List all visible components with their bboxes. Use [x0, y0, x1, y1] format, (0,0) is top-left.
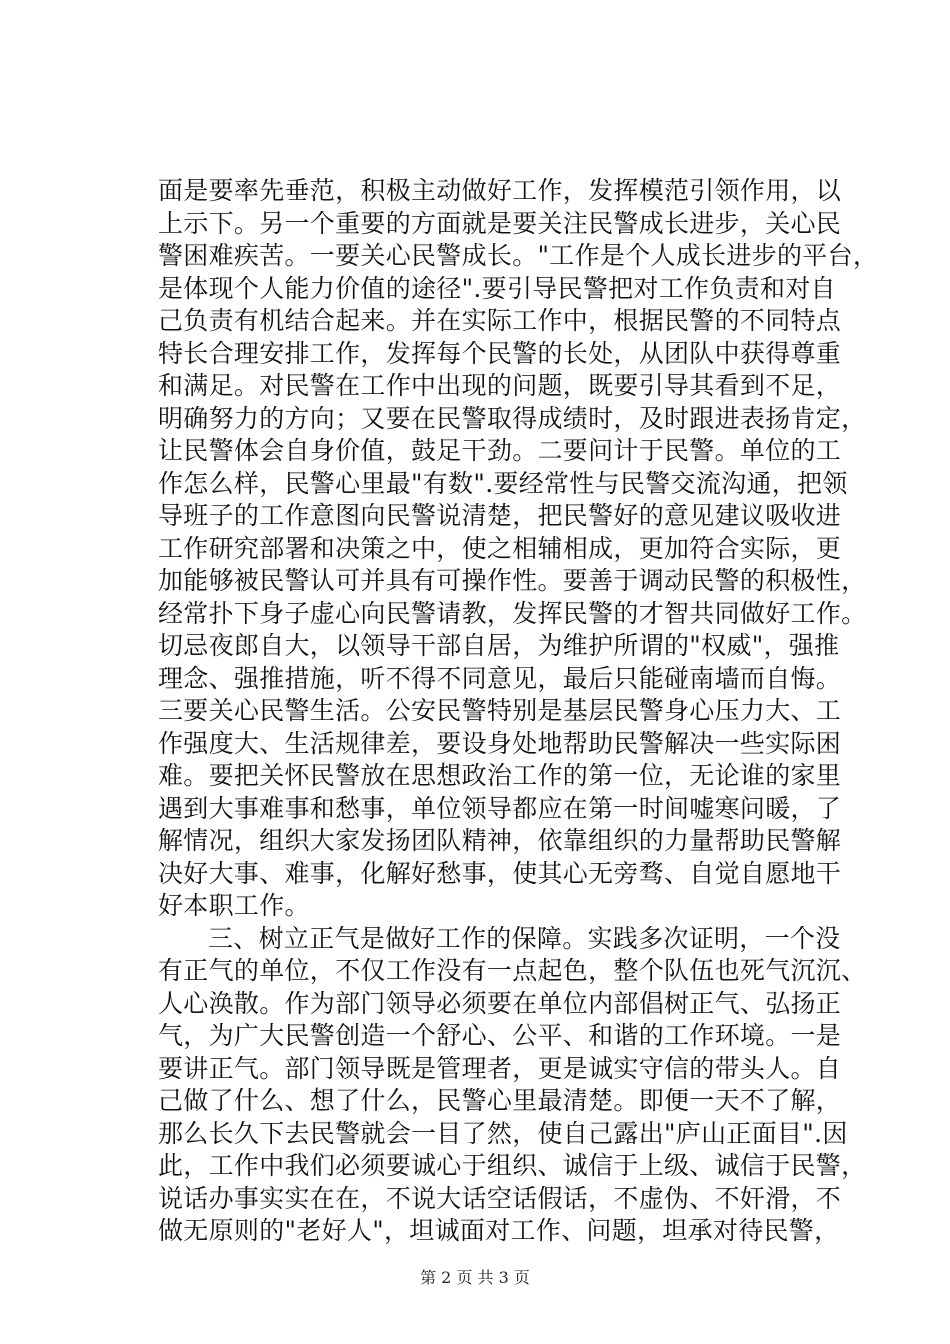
text-line: 此，工作中我们必须要诚心于组织、诚信于上级、诚信于民警，	[158, 1151, 867, 1180]
text-line: 气，为广大民警创造一个舒心、公平、和谐的工作环境。一是	[158, 1021, 842, 1050]
text-line: 特长合理安排工作，发挥每个民警的长处，从团队中获得尊重	[158, 338, 842, 368]
page-number-footer: 第 2 页 共 3 页	[420, 1268, 530, 1287]
text-line: 上示下。另一个重要的方面就是要关注民警成长进步，关心民	[158, 208, 842, 238]
text-line: 要讲正气。部门领导既是管理者，更是诚实守信的带头人。自	[158, 1053, 842, 1083]
text-line: 和满足。对民警在工作中出现的问题，既要引导其看到不足，	[158, 371, 842, 400]
text-line: 切忌夜郎自大，以领导干部自居，为维护所谓的"权威"，强推	[158, 631, 840, 660]
text-line: 人心涣散。作为部门领导必须要在单位内部倡树正气、弘扬正	[158, 988, 842, 1018]
text-line: 作强度大、生活规律差，要设身处地帮助民警解决一些实际困	[158, 728, 842, 758]
text-line: 导班子的工作意图向民警说清楚，把民警好的意见建议吸收进	[158, 501, 842, 530]
text-line: 加能够被民警认可并具有可操作性。要善于调动民警的积极性，	[158, 566, 867, 595]
text-line: 警困难疾苦。一要关心民警成长。"工作是个人成长进步的平台，	[158, 241, 879, 270]
text-line: 解情况，组织大家发扬团队精神，依靠组织的力量帮助民警解	[158, 826, 842, 855]
text-line: 那么长久下去民警就会一目了然，使自己露出"庐山正面目".因	[158, 1118, 848, 1148]
text-line: 作怎么样，民警心里最"有数".要经常性与民警交流沟通，把领	[158, 468, 848, 498]
text-line: 决好大事、难事，化解好愁事，使其心无旁骛、自觉自愿地干	[158, 858, 842, 888]
text-line: 好本职工作。	[158, 891, 310, 920]
text-line: 面是要率先垂范，积极主动做好工作，发挥模范引领作用，以	[158, 176, 842, 205]
text-line: 遇到大事难事和愁事，单位领导都应在第一时间嘘寒问暖，了	[158, 793, 842, 823]
text-line: 明确努力的方向；又要在民警取得成绩时，及时跟进表扬肯定，	[158, 403, 867, 433]
body-text	[158, 175, 879, 1248]
section-heading-line: 三、树立正气是做好工作的保障。实践多次证明，一个没	[208, 923, 841, 953]
text-line: 让民警体会自身价值，鼓足干劲。二要问计于民警。单位的工	[158, 436, 842, 465]
text-line: 做无原则的"老好人"，坦诚面对工作、问题，坦承对待民警，	[158, 1216, 840, 1245]
text-line: 经常扑下身子虚心向民警请教，发挥民警的才智共同做好工作。	[158, 598, 867, 628]
text-line: 说话办事实实在在，不说大话空话假话，不虚伪、不奸滑，不	[158, 1183, 842, 1213]
text-line: 难。要把关怀民警放在思想政治工作的第一位，无论谁的家里	[158, 761, 842, 790]
text-line: 己做了什么、想了什么，民警心里最清楚。即便一天不了解，	[158, 1086, 842, 1115]
text-line: 工作研究部署和决策之中，使之相辅相成，更加符合实际，更	[158, 533, 842, 563]
text-line: 理念、强推措施，听不得不同意见，最后只能碰南墙而自悔。	[158, 663, 842, 693]
text-line: 是体现个人能力价值的途径".要引导民警把对工作负责和对自	[158, 273, 836, 303]
text-line: 有正气的单位，不仅工作没有一点起色，整个队伍也死气沉沉、	[158, 956, 867, 985]
text-line: 三要关心民警生活。公安民警特别是基层民警身心压力大、工	[158, 696, 842, 725]
text-line: 己负责有机结合起来。并在实际工作中，根据民警的不同特点	[158, 306, 842, 335]
